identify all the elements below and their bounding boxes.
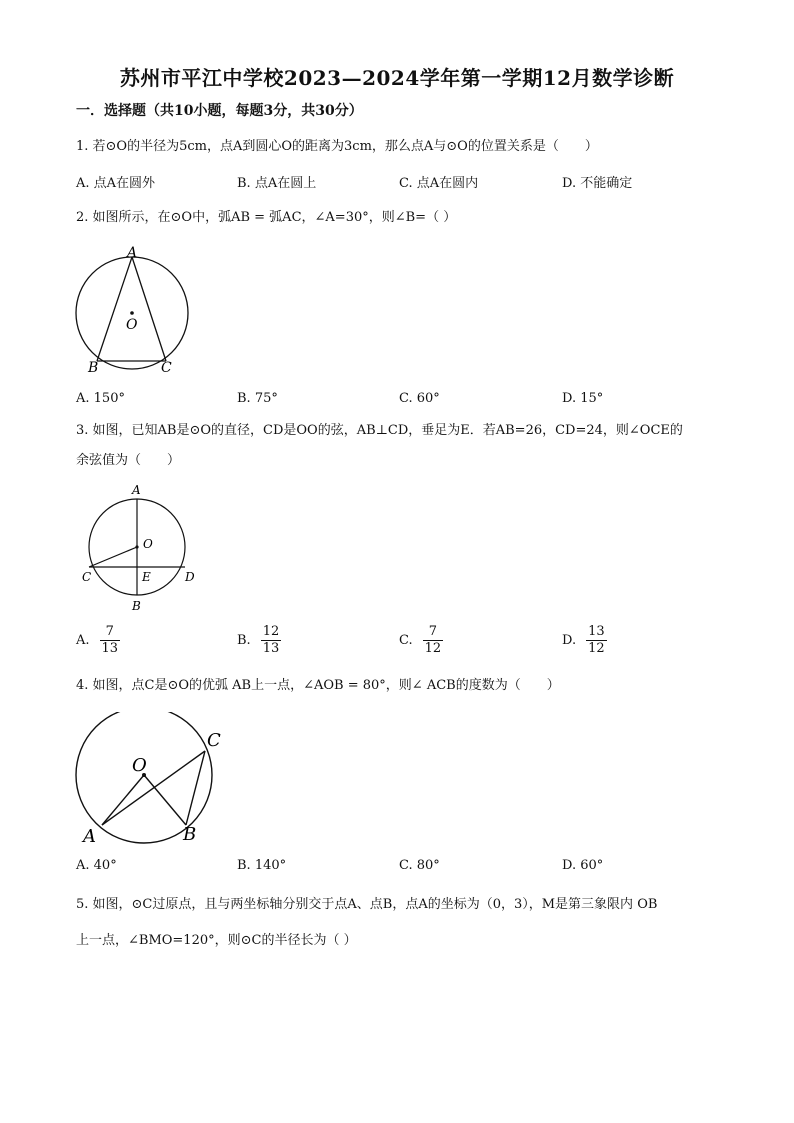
q2-option-c: C. 60° [399,391,440,406]
q3-option-c-numerator: 7 [423,624,444,641]
q4-label-b: B [183,824,197,845]
q4-option-a: A. 40° [76,858,117,873]
q4-label-c: C [207,730,221,751]
q3-option-d-fraction [586,624,607,657]
q4-option-b: B. 140° [237,858,287,873]
q4-figure [70,712,240,852]
q2-option-d: D. 15° [562,391,604,406]
q3-label-a: A [132,483,141,497]
q3-label-e: E [142,570,151,584]
q2-label-b: B [88,360,99,376]
q3-label-d: D [185,570,195,584]
q3-option-a-prefix: A. [76,633,90,648]
page-title: 苏州市平江中学校2023—2024学年第一学期12月数学诊断 [119,66,675,90]
q3-option-b-numerator: 12 [262,624,280,639]
q3-option-d [562,624,607,657]
question-3-stem-line2: 余弦值为（ ） [76,453,181,468]
q3-option-d-prefix: D. [562,633,577,648]
q1-option-d: D. 不能确定 [562,176,633,191]
q3-option-c [399,624,443,657]
question-5-stem-line1: 5. 如图，⊙C过原点，且与两坐标轴分别交于点A、点B，点A的坐标为（0，3），M是第三象限内 OB [76,897,658,912]
q3-option-c-denominator: 12 [424,641,442,656]
q3-label-o: O [143,537,153,551]
question-3-stem-line1: 3. 如图，已知AB是⊙O的直径，CD是OO的弦，AB⊥CD，垂足为E．若AB=26，CD=24，则∠OCE的 [76,423,683,438]
q3-option-d-numerator: 13 [588,624,605,639]
q2-option-a: A. 150° [76,391,125,406]
q3-option-d-denominator: 12 [588,641,605,656]
q3-option-a [76,624,120,657]
question-5-stem-line2: 上一点，∠BMO=120°，则⊙C的半径长为（ ） [76,933,357,948]
q2-figure [70,240,200,380]
question-2-stem: 2. 如图所示，在⊙O中，弧AB = 弧AC，∠A=30°，则∠B=（ ） [76,210,457,225]
q1-option-a: A. 点A在圆外 [76,176,156,191]
section-heading: 一．选择题（共10小题，每题3分，共30分） [76,103,363,119]
q2-option-b: B. 75° [237,391,278,406]
q3-option-c-prefix: C. [399,633,413,648]
q3-option-b-denominator: 13 [262,641,280,656]
q1-option-c: C. 点A在圆内 [399,176,479,191]
q3-option-b [237,624,281,657]
q4-option-c: C. 80° [399,858,440,873]
q3-label-c: C [82,570,92,584]
q1-option-b: B. 点A在圆上 [237,176,317,191]
q3-option-a-fraction [100,624,121,657]
q4-label-a: A [83,826,96,847]
q3-option-a-numerator: 7 [100,624,121,641]
q2-label-o: O [126,317,138,333]
question-4-stem: 4. 如图，点C是⊙O的优弧 AB上一点，∠AOB = 80°，则∠ ACB的度数为（ ） [76,678,560,693]
q3-option-b-fraction [261,624,282,657]
q3-option-c-fraction [423,624,444,657]
q4-label-o: O [132,755,147,776]
q2-label-c: C [161,360,172,376]
q4-option-d: D. 60° [562,858,604,873]
q3-label-b: B [132,599,141,613]
q3-option-b-prefix: B. [237,633,251,648]
question-1-stem: 1. 若⊙O的半径为5cm，点A到圆心O的距离为3cm，那么点A与⊙O的位置关系是（ ） [76,139,598,154]
q3-figure [78,482,208,617]
q3-option-a-denominator: 13 [101,641,119,656]
q2-label-a: A [127,245,138,261]
